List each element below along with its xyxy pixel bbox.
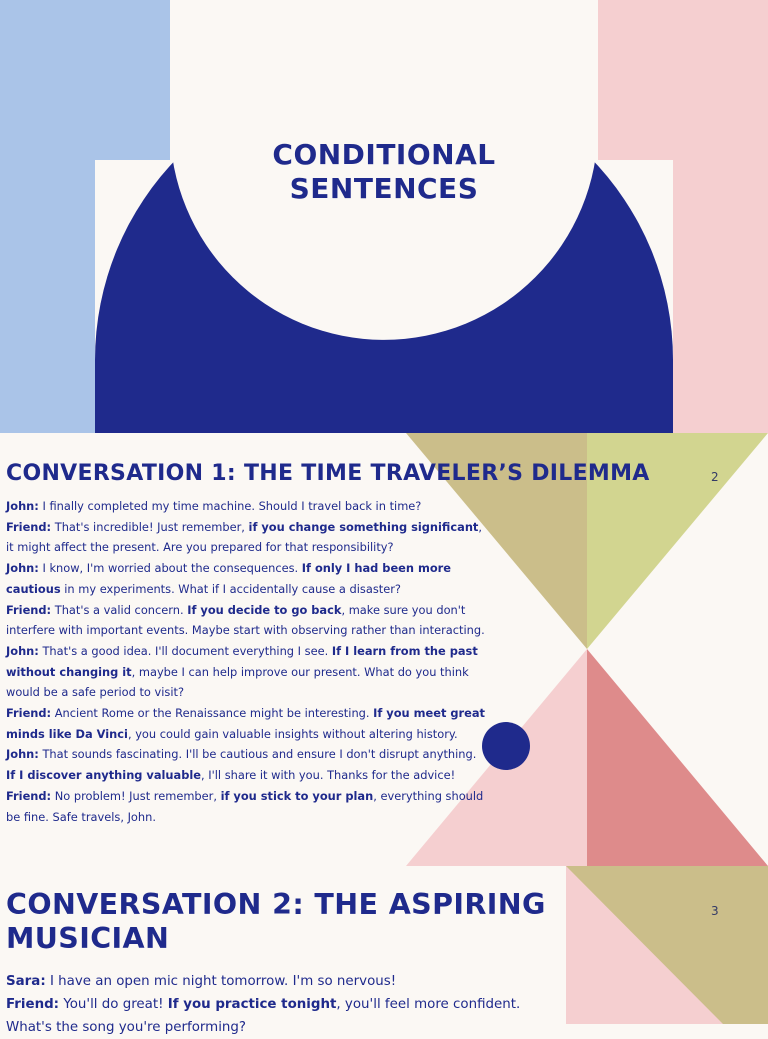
dialogue-line (6, 786, 486, 827)
dialogue-text: You'll do great! (63, 997, 168, 1012)
dialogue-line (6, 993, 546, 1039)
navy-dot (482, 722, 530, 770)
blue-panel (0, 0, 95, 433)
speaker-name: Friend: (6, 602, 52, 617)
dialogue-text: , maybe I can help improve our present. What do you think would be a safe period to visit? (6, 664, 469, 700)
conditional-clause: If you practice tonight (167, 997, 337, 1012)
title-line-1: CONDITIONAL (272, 138, 496, 171)
dialogue-text: , you could gain valuable insights without altering history. (127, 726, 458, 741)
dialogue-line (6, 517, 486, 558)
dialogue-line (6, 600, 486, 641)
dialogue-text: I know, I'm worried about the consequences. (42, 561, 302, 576)
speaker-name: Friend: (6, 997, 60, 1012)
conversation-1-slide (0, 433, 768, 866)
dialogue-line (6, 558, 486, 599)
pink-panel (673, 0, 768, 433)
conditional-clause: If I learn from the past without changing it (6, 643, 478, 679)
dialogue-text: I finally completed my time machine. Should I travel back in time? (42, 499, 422, 513)
dialogue-text: That's a valid concern. (54, 602, 188, 617)
title-background (0, 0, 768, 433)
salmon-triangle (587, 649, 768, 866)
speaker-name: Friend: (6, 706, 52, 721)
dialogue-line (6, 970, 546, 993)
blue-panel-top (95, 0, 170, 160)
conversation-1-title: CONVERSATION 1: THE TIME TRAVELER’S DILEMMA (6, 461, 650, 486)
title-line-2: SENTENCES (289, 172, 479, 205)
conditional-clause: if you stick to your plan (220, 788, 374, 803)
conversation-2-title: CONVERSATION 2: THE ASPIRING MUSICIAN (6, 888, 546, 955)
conditional-clause: If only I had been more cautious (6, 561, 452, 596)
speaker-name: John: (6, 643, 39, 658)
conditional-clause: If I discover anything valuable (6, 768, 202, 783)
speaker-name: John: (6, 561, 39, 576)
dialogue-text: in my experiments. What if I accidentally cause a disaster? (60, 581, 401, 596)
dialogue-line (6, 641, 486, 703)
dialogue-line (6, 496, 486, 517)
conversation-2-slide (0, 866, 768, 1035)
dialogue-line (6, 744, 486, 785)
dialogue-text: , everything should be fine. Safe travels, John. (6, 788, 484, 824)
speaker-name: John: (6, 499, 39, 513)
dialogue-text: That's a good idea. I'll document everything I see. (42, 643, 332, 658)
presentation-title (184, 138, 584, 206)
conditional-clause: if you change something significant (248, 519, 479, 534)
title-slide (0, 0, 768, 433)
conversation-1-dialogue (6, 496, 486, 827)
dialogue-text: , it might affect the present. Are you prepared for that responsibility? (6, 519, 482, 555)
conversation-2-dialogue (6, 970, 546, 1039)
dialogue-text: Ancient Rome or the Renaissance might be interesting. (54, 706, 374, 721)
dialogue-text: No problem! Just remember, (54, 788, 221, 803)
conditional-clause: If you meet great minds like Da Vinci (6, 706, 485, 741)
speaker-name: Friend: (6, 519, 52, 534)
dialogue-text: , I'll share it with you. Thanks for the advice! (201, 768, 456, 783)
pink-panel-top (598, 0, 673, 160)
dialogue-line (6, 703, 486, 744)
speaker-name: Friend: (6, 788, 52, 803)
conditional-clause: If you decide to go back (187, 602, 342, 617)
dialogue-text: I have an open mic night tomorrow. I'm so nervous! (49, 974, 397, 989)
dialogue-text: , make sure you don't interfere with important events. Maybe start with observing rather than interacting. (6, 602, 485, 638)
page-number: 2 (711, 470, 719, 484)
speaker-name: John: (6, 747, 39, 762)
dialogue-text: That sounds fascinating. I'll be cautious and ensure I don't disrupt anything. (42, 747, 477, 762)
dialogue-text: , you'll feel more confident. What's the song you're performing? (6, 997, 521, 1035)
page-number: 3 (711, 904, 719, 918)
speaker-name: Sara: (6, 974, 46, 989)
dialogue-text: That's incredible! Just remember, (54, 519, 249, 534)
